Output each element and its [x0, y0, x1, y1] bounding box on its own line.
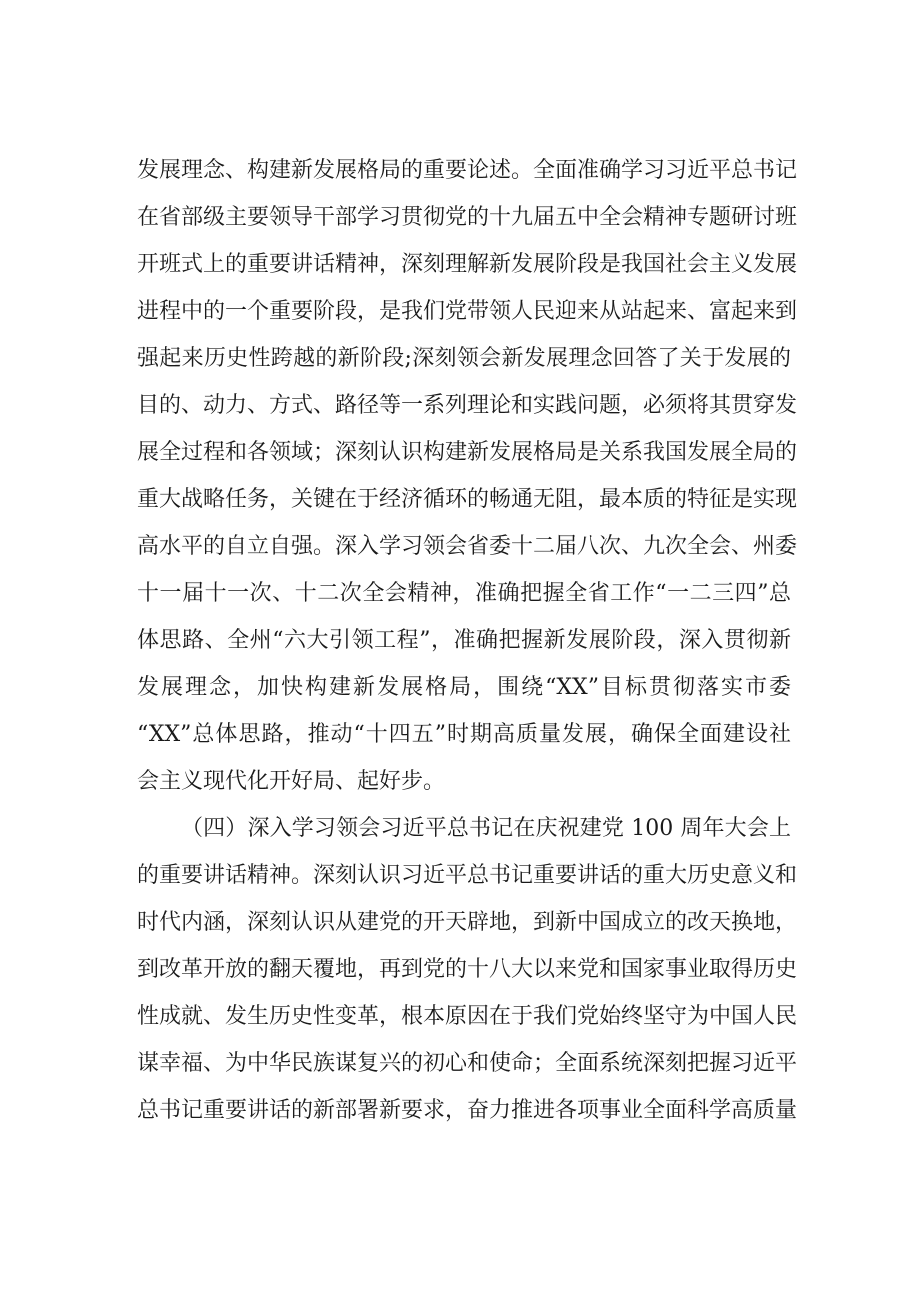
text-line: [0, 477, 920, 523]
text-line: [0, 148, 920, 194]
text-line: [0, 618, 920, 664]
text-line-content: 高水平的自立自强。深入学习领会省委十二届八次、九次全会、州委: [137, 534, 798, 559]
text-line: [0, 195, 920, 241]
text-line: [0, 900, 920, 946]
text-line: [0, 759, 920, 805]
text-line-content: 发展理念、构建新发展格局的重要论述。全面准确学习习近平总书记: [137, 158, 798, 183]
text-line-content: 会主义现代化开好局、起好步。: [137, 769, 446, 794]
text-line-content: 到改革开放的翻天覆地，再到党的十八大以来党和国家事业取得历史: [137, 957, 798, 982]
text-line: [0, 1041, 920, 1087]
text-line: [0, 430, 920, 476]
text-line-content: 强起来历史性跨越的新阶段;深刻领会新发展理念回答了关于发展的: [137, 346, 791, 371]
text-line: [0, 947, 920, 993]
text-line-content: “XX”总体思路，推动“十四五”时期高质量发展，确保全面建设社: [137, 722, 791, 747]
text-line-content: 时代内涵，深刻认识从建党的开天辟地，到新中国成立的改天换地，: [137, 910, 798, 935]
text-line-content: 总书记重要讲话的新部署新要求，奋力推进各项事业全面科学高质量: [137, 1098, 798, 1123]
text-line-content: 的重要讲话精神。深刻认识习近平总书记重要讲话的重大历史意义和: [137, 863, 798, 888]
text-line: [0, 994, 920, 1040]
text-line: [0, 524, 920, 570]
text-line: [0, 712, 920, 758]
text-line: [0, 571, 920, 617]
text-line: [0, 336, 920, 382]
text-line-content: 在省部级主要领导干部学习贯彻党的十九届五中全会精神专题研讨班: [137, 205, 798, 230]
text-line: [0, 1088, 920, 1134]
text-line: [0, 383, 920, 429]
text-line: [0, 806, 920, 852]
text-line-content: （四）深入学习领会习近平总书记在庆祝建党 100 周年大会上: [181, 816, 791, 841]
text-line-content: 展全过程和各领域；深刻认识构建新发展格局是关系我国发展全局的: [137, 440, 798, 465]
text-line-content: 体思路、全州“六大引领工程”，准确把握新发展阶段，深入贯彻新: [137, 628, 791, 653]
text-line-content: 进程中的一个重要阶段，是我们党带领人民迎来从站起来、富起来到: [137, 299, 798, 324]
text-line-content: 重大战略任务，关键在于经济循环的畅通无阻，最本质的特征是实现: [137, 487, 798, 512]
text-line-content: 性成就、发生历史性变革，根本原因在于我们党始终坚守为中国人民: [137, 1004, 798, 1029]
text-line-content: 目的、动力、方式、路径等一系列理论和实践问题，必须将其贯穿发: [137, 393, 798, 418]
text-line-content: 开班式上的重要讲话精神，深刻理解新发展阶段是我国社会主义发展: [137, 252, 798, 277]
text-line: [0, 289, 920, 335]
text-line: [0, 665, 920, 711]
text-line: [0, 242, 920, 288]
text-line-content: 十一届十一次、十二次全会精神，准确把握全省工作“一二三四”总: [137, 581, 791, 606]
text-line: [0, 853, 920, 899]
text-line-content: 谋幸福、为中华民族谋复兴的初心和使命；全面系统深刻把握习近平: [137, 1051, 798, 1076]
text-line-content: 发展理念，加快构建新发展格局，围绕“XX”目标贯彻落实市委: [137, 675, 791, 700]
